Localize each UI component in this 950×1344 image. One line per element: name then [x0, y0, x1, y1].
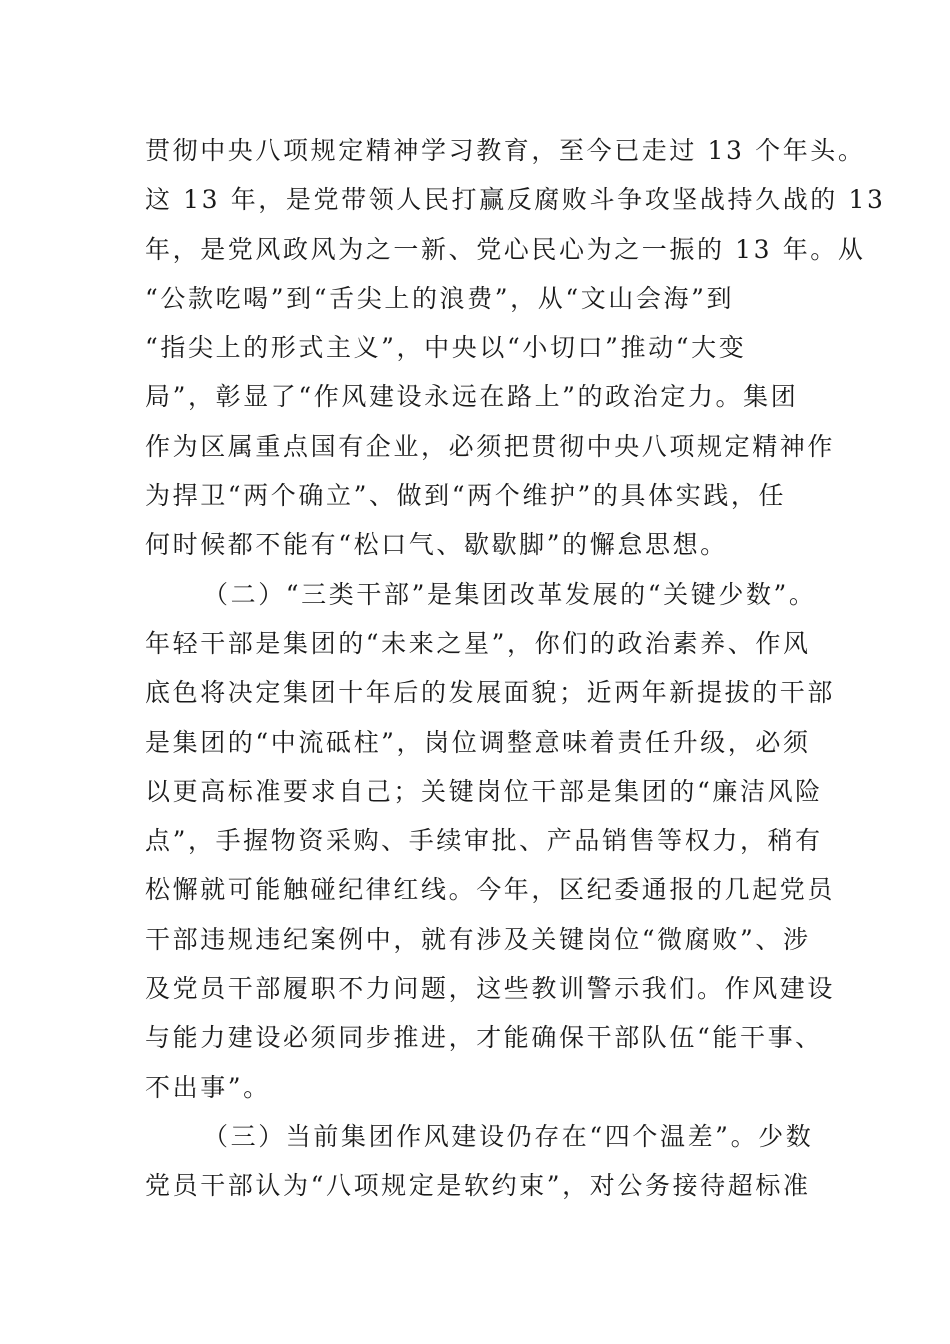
paragraph-line: 作为区属重点国有企业，必须把贯彻中央八项规定精神作 — [145, 431, 836, 461]
paragraph-line: 年，是党风政风为之一新、党心民心为之一振的 13 年。从 — [145, 234, 866, 264]
paragraph-line: 何时候都不能有“松口气、歇歇脚”的懈怠思想。 — [145, 530, 728, 560]
body-text — [145, 126, 886, 1211]
paragraph-line: 干部违规违纪案例中，就有涉及关键岗位“微腐败”、涉 — [145, 924, 811, 954]
paragraph-line: “公款吃喝”到“舌尖上的浪费”，从“文山会海”到 — [145, 283, 735, 313]
paragraph-line: 党员干部认为“八项规定是软约束”，对公务接待超标准 — [145, 1171, 811, 1201]
paragraph-line: 局”，彰显了“作风建设永远在路上”的政治定力。集团 — [145, 382, 799, 412]
paragraph-line: “指尖上的形式主义”，中央以“小切口”推动“大变 — [145, 333, 747, 363]
paragraph-line: 以更高标准要求自己；关键岗位干部是集团的“廉洁风险 — [145, 776, 823, 806]
paragraph-line: 为捍卫“两个确立”、做到“两个维护”的具体实践，任 — [145, 481, 787, 511]
paragraph-line: 这 13 年，是党带领人民打赢反腐败斗争攻坚战持久战的 13 — [145, 185, 886, 215]
section-heading-line: （三）当前集团作风建设仍存在“四个温差”。少数 — [203, 1121, 814, 1151]
paragraph-line: 松懈就可能触碰纪律红线。今年，区纪委通报的几起党员 — [145, 875, 836, 905]
paragraph-line: 是集团的“中流砥柱”，岗位调整意味着责任升级，必须 — [145, 727, 811, 757]
paragraph-line: 贯彻中央八项规定精神学习教育，至今已走过 13 个年头。 — [145, 136, 866, 165]
paragraph-line: 年轻干部是集团的“未来之星”，你们的政治素养、作风 — [145, 628, 811, 658]
paragraph-line: 与能力建设必须同步推进，才能确保干部队伍“能干事、 — [145, 1023, 823, 1053]
section-heading-line: （二）“三类干部”是集团改革发展的“关键少数”。 — [203, 579, 817, 609]
paragraph-line: 不出事”。 — [145, 1072, 271, 1102]
paragraph-line: 及党员干部履职不力问题，这些教训警示我们。作风建设 — [145, 974, 836, 1004]
paragraph-line: 底色将决定集团十年后的发展面貌；近两年新提拔的干部 — [145, 678, 836, 708]
paragraph-line: 点”，手握物资采购、手续审批、产品销售等权力，稍有 — [145, 826, 823, 856]
